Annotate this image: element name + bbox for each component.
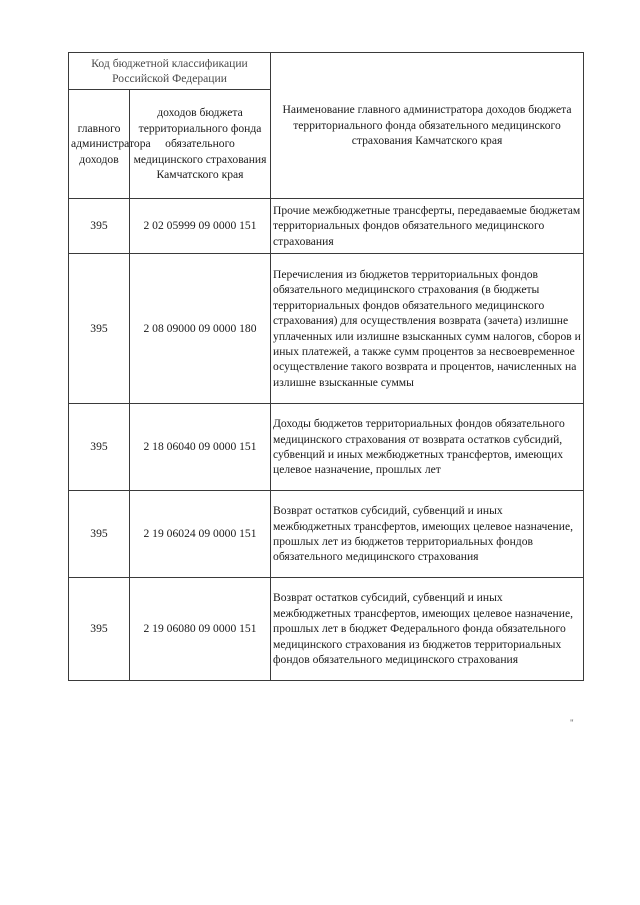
table-row [69,254,584,404]
budget-classification-table [68,52,584,681]
income-name-cell: Возврат остатков субсидий, субвенций и иных межбюджетных трансфертов, имеющих целевое назначение, прошлых лет из бюджетов территориальных фондов обязательного медицинского страхования [271,491,584,578]
table-row [69,199,584,254]
administrator-code-cell: 395 [69,578,130,681]
table-row [69,491,584,578]
chief-administrator-header: главного администратора доходов [69,90,130,199]
closing-quote-mark: " [570,718,574,728]
income-code-cell: 2 19 06080 09 0000 151 [130,578,271,681]
income-code-header: доходов бюджета территориального фонда обязательного медицинского страхования Камчатского края [130,90,271,199]
administrator-name-header: Наименование главного администратора доходов бюджета территориального фонда обязательного медицинского страхования Камчатского края [271,53,584,199]
income-code-cell: 2 18 06040 09 0000 151 [130,404,271,491]
income-code-cell: 2 19 06024 09 0000 151 [130,491,271,578]
classification-group-header: Код бюджетной классификации Российской Федерации [69,53,271,90]
administrator-code-cell: 395 [69,491,130,578]
administrator-code-cell: 395 [69,199,130,254]
income-code-cell: 2 02 05999 09 0000 151 [130,199,271,254]
income-name-cell: Возврат остатков субсидий, субвенций и иных межбюджетных трансфертов, имеющих целевое назначение, прошлых лет в бюджет Федерального фонда обязательного медицинского страхования из бюджетов территориальных фондов обязательного медицинского страхования [271,578,584,681]
table-row [69,404,584,491]
income-code-cell: 2 08 09000 09 0000 180 [130,254,271,404]
income-name-cell: Доходы бюджетов территориальных фондов обязательного медицинского страхования от возврата остатков субсидий, субвенций и иных межбюджетных трансфертов, имеющих целевое назначение, прошлых лет [271,404,584,491]
administrator-code-cell: 395 [69,404,130,491]
administrator-code-cell: 395 [69,254,130,404]
income-name-cell: Перечисления из бюджетов территориальных фондов обязательного медицинского страхования (в бюджеты территориальных фондов обязательного медицинского страхования) для осуществления возврата (зачета) излишне уплаченных или излишне взысканных сумм налогов, сборов и иных платежей, а также сумм процентов за несвоевременное осуществление такого возврата и процентов, начисленных на излишне взысканные суммы [271,254,584,404]
table-row [69,578,584,681]
income-name-cell: Прочие межбюджетные трансферты, передаваемые бюджетам территориальных фондов обязательного медицинского страхования [271,199,584,254]
